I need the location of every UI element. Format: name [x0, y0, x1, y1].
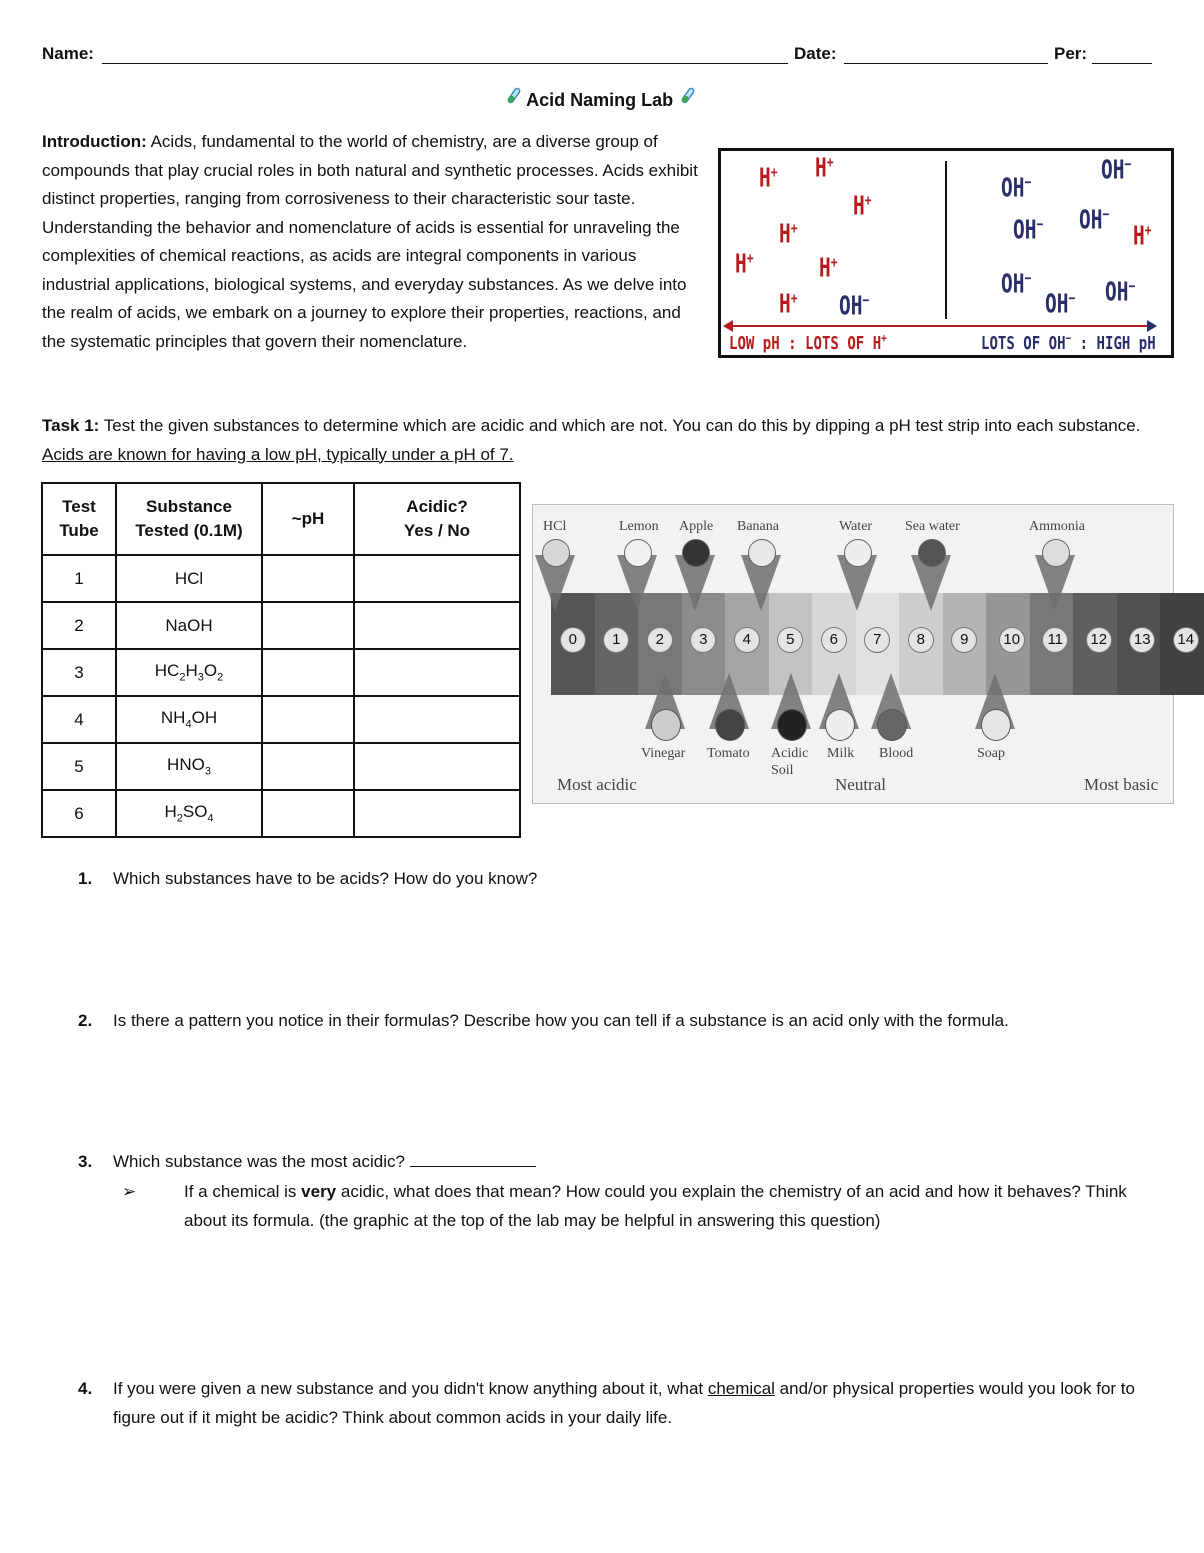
hydroxide-ion: OH−: [1001, 269, 1032, 300]
ph-arrow-line: [731, 325, 1151, 327]
ph-answer-cell[interactable]: [262, 743, 354, 790]
test-tube-number: 2: [42, 602, 116, 649]
ph-answer-cell[interactable]: [262, 790, 354, 837]
hydrogen-ion: H+: [1133, 221, 1152, 252]
test-tube-number: 6: [42, 790, 116, 837]
substance-icon: [1042, 539, 1070, 567]
question-4-number: 4.: [78, 1379, 93, 1398]
page-title: [0, 86, 1200, 111]
hydrogen-ion: H+: [759, 163, 778, 194]
header-fields: [42, 44, 1152, 70]
table-row: [42, 602, 520, 649]
table-row: [42, 743, 520, 790]
substance-icon: [715, 709, 745, 741]
table-row: [42, 649, 520, 696]
substance-table: [41, 482, 521, 838]
task-1-text: Test the given substances to determine which are acidic and which are not. You can do this by dipping a pH test strip into each substance.: [99, 416, 1141, 435]
ph-scale-graphic: [532, 504, 1195, 804]
header-test-tube: Test Tube: [42, 483, 116, 555]
table-header-row: [42, 483, 520, 555]
ph-number: 10: [999, 627, 1025, 653]
substance-icon: [981, 709, 1011, 741]
ph-number: 5: [777, 627, 803, 653]
ph-bottom-label: Soap: [977, 746, 1005, 761]
ion-graphic: [718, 148, 1174, 358]
date-field[interactable]: [844, 63, 1048, 64]
hydroxide-ion: OH−: [1013, 215, 1044, 246]
test-tube-number: 4: [42, 696, 116, 743]
ph-number: 6: [821, 627, 847, 653]
table-row: [42, 696, 520, 743]
ph-bottom-label: Blood: [879, 746, 914, 761]
ph-number: 11: [1042, 627, 1068, 653]
test-tube-number: 5: [42, 743, 116, 790]
acidic-answer-cell[interactable]: [354, 696, 520, 743]
name-field[interactable]: [102, 63, 788, 64]
ph-number: 14: [1173, 627, 1199, 653]
ph-answer-cell[interactable]: [262, 555, 354, 602]
table-row: [42, 555, 520, 602]
ph-top-label: Apple: [679, 519, 714, 534]
hydrogen-ion: H+: [819, 253, 838, 284]
header-ph: ~pH: [262, 483, 354, 555]
question-2: [78, 1006, 1168, 1035]
hydroxide-ion: OH−: [1045, 289, 1076, 320]
hydroxide-ion: OH−: [839, 291, 870, 322]
task-1: [42, 412, 1162, 469]
task-1-underlined: Acids are known for having a low pH, typically under a pH of 7.: [42, 444, 514, 464]
question-3-sub: [122, 1177, 1152, 1235]
hydrogen-ion: H+: [815, 153, 834, 184]
footer-neutral: Neutral: [835, 775, 886, 794]
hydroxide-ion: OH−: [1079, 205, 1110, 236]
ph-bottom-label: Acidic Soil: [771, 746, 809, 778]
hydrogen-ion: H+: [853, 191, 872, 222]
substance-icon: [682, 539, 710, 567]
title-text: Acid Naming Lab: [526, 90, 674, 110]
question-2-text: Is there a pattern you notice in their formulas? Describe how you can tell if a substance is an acid only with the formula.: [113, 1011, 1009, 1030]
date-label: Date:: [794, 44, 837, 63]
ph-bottom-label: Milk: [827, 746, 855, 761]
hydrogen-ion: H+: [779, 219, 798, 250]
substance-formula: $H_2SO_4$: [116, 790, 262, 837]
introduction-label: Introduction:: [42, 132, 147, 151]
acidic-answer-cell[interactable]: [354, 602, 520, 649]
question-3-text: Which substance was the most acidic?: [113, 1147, 1168, 1176]
per-label: Per:: [1054, 44, 1088, 63]
ph-top-label: Sea water: [905, 519, 960, 534]
table-row: [42, 790, 520, 837]
ph-number: 9: [951, 627, 977, 653]
footer-most-basic: Most basic: [1084, 775, 1159, 794]
introduction-text: Acids, fundamental to the world of chemistry, are a diverse group of compounds that play crucial roles in both natural and synthetic processes. Acids exhibit distinct properties, ranging from corrosiveness to their characteristic sour taste. Understanding the behavior and nomenclature of acids is essential for unraveling the complexities of chemical reactions, as acids are integral components in various industrial applications, biological systems, and everyday substances. As we delve into the realm of acids, we embark on a journey to explore their properties, reactions, and the systematic principles that govern their nomenclature.: [42, 132, 698, 351]
substance-formula: HCl: [116, 555, 262, 602]
question-1: [78, 864, 1168, 893]
hydroxide-ion: OH−: [1001, 173, 1032, 204]
question-4: [78, 1374, 1168, 1432]
acidic-answer-cell[interactable]: [354, 790, 520, 837]
period-field[interactable]: [1092, 63, 1152, 64]
test-tube-icon: [678, 86, 696, 111]
ph-number: 2: [647, 627, 673, 653]
question-1-number: 1.: [78, 869, 93, 888]
ph-answer-cell[interactable]: [262, 649, 354, 696]
substance-formula: NaOH: [116, 602, 262, 649]
substance-icon: [844, 539, 872, 567]
question-3: [78, 1147, 1168, 1176]
substance-icon: [918, 539, 946, 567]
ph-number: 1: [603, 627, 629, 653]
hydroxide-ion: OH−: [1101, 155, 1132, 186]
substance-icon: [825, 709, 855, 741]
hydrogen-ion: H+: [779, 289, 798, 320]
substance-icon: [748, 539, 776, 567]
substance-icon: [624, 539, 652, 567]
header-acidic: Acidic? Yes / No: [354, 483, 520, 555]
test-tube-icon: [504, 86, 522, 111]
acidic-answer-cell[interactable]: [354, 649, 520, 696]
acidic-answer-cell[interactable]: [354, 743, 520, 790]
substance-formula: $HC_2H_3O_2$: [116, 649, 262, 696]
substance-icon: [651, 709, 681, 741]
substance-icon: [777, 709, 807, 741]
ph-answer-cell[interactable]: [262, 696, 354, 743]
ph-number: 3: [690, 627, 716, 653]
acidic-answer-cell[interactable]: [354, 555, 520, 602]
answer-blank[interactable]: [410, 1150, 536, 1167]
question-3-number: 3.: [78, 1152, 93, 1171]
hydroxide-ion: OH−: [1105, 277, 1136, 308]
hydrogen-ion: H+: [735, 249, 754, 280]
ph-number: 13: [1129, 627, 1155, 653]
substance-formula: $NH_4OH$: [116, 696, 262, 743]
footer-most-acidic: Most acidic: [557, 775, 637, 794]
ph-top-label: Water: [839, 519, 873, 534]
ion-divider: [945, 161, 947, 319]
test-tube-number: 3: [42, 649, 116, 696]
question-3-sub-text: If a chemical is very acidic, what does that mean? How could you explain the chemistry of an acid and how it behaves? Think about its formula. (the graphic at the top of the lab may be helpful in answering this question): [184, 1182, 1127, 1230]
test-tube-number: 1: [42, 555, 116, 602]
substance-icon: [542, 539, 570, 567]
ph-top-label: HCl: [543, 519, 567, 534]
ph-bottom-label: Vinegar: [641, 746, 686, 761]
question-1-text: Which substances have to be acids? How do you know?: [113, 869, 538, 888]
ph-number: 7: [864, 627, 890, 653]
ph-answer-cell[interactable]: [262, 602, 354, 649]
ph-number: 4: [734, 627, 760, 653]
task-1-label: Task 1:: [42, 416, 100, 435]
name-label: Name:: [42, 44, 94, 63]
arrow-bullet-icon: ➢: [122, 1182, 137, 1201]
ph-bottom-label: Tomato: [707, 746, 750, 761]
header-substance: Substance Tested (0.1M): [116, 483, 262, 555]
ph-number: 8: [908, 627, 934, 653]
introduction-paragraph: [42, 128, 702, 356]
caption-low-ph: LOW pH : LOTS OF H+: [729, 331, 887, 354]
question-4-text: If you were given a new substance and you didn't know anything about it, what chemical and/or physical properties would you look for to figure out if it might be acidic? Think about common acids in your daily life.: [113, 1379, 1135, 1427]
question-2-number: 2.: [78, 1011, 93, 1030]
substance-icon: [877, 709, 907, 741]
ph-top-label: Lemon: [619, 519, 659, 534]
ph-top-label: Banana: [737, 519, 779, 534]
ph-number: 0: [560, 627, 586, 653]
ph-top-label: Ammonia: [1029, 519, 1085, 534]
caption-high-ph: LOTS OF OH− : HIGH pH: [981, 331, 1156, 354]
ph-number: 12: [1086, 627, 1112, 653]
substance-formula: $HNO_3$: [116, 743, 262, 790]
